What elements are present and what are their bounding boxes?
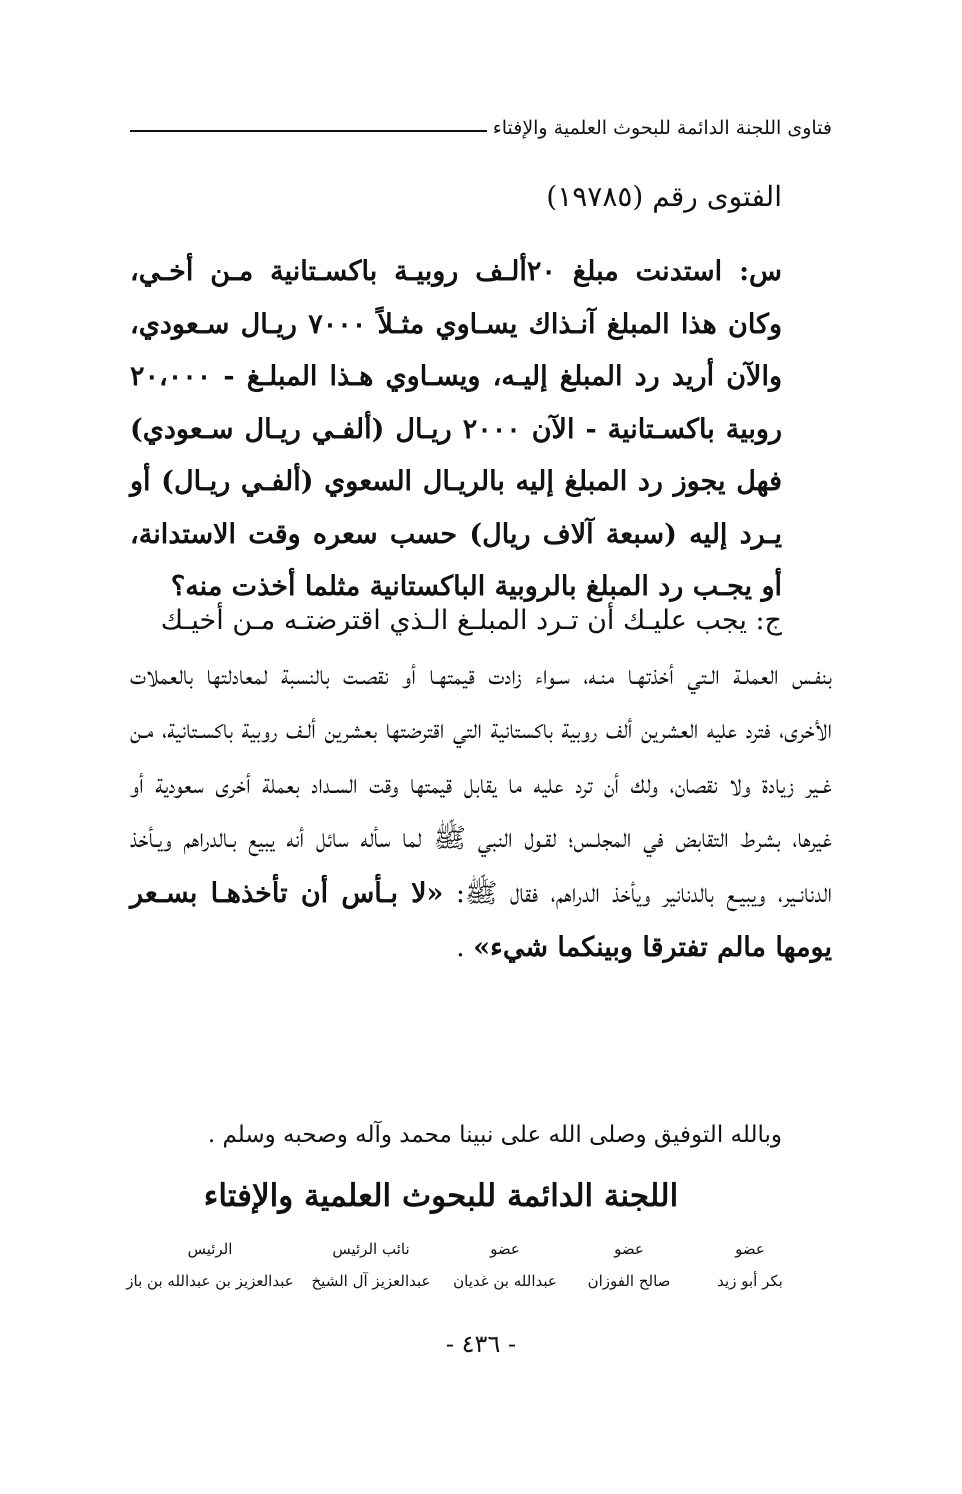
- page-number: - ٤٣٦ -: [445, 1330, 517, 1358]
- header-title: فتاوى اللجنة الدائمة للبحوث العلمية والإفتاء: [492, 117, 832, 139]
- question-paragraph: س: استدنت مبلغ ٢٠ألـف روبيـة باكسـتانية مـن أخـي، وكان هذا المبلغ آنـذاك يسـاوي مثـلاً ٧٠٠٠ ريـال سـعودي، والآن أريد رد المبلغ إليـه، ويسـاوي هـذا المبلـغ - ٢٠،٠٠٠ روبية باكسـتانية - الآن ٢٠٠٠ ريـال (ألفـي ريـال سـعودي) فهل يجوز رد المبلغ إليه بالريـال السعوي (ألفـي ريـال) أو يـرد إليه (سبعة آلاف ريال) حسب سعره وقت الاستدانة، أو يجـب رد المبلغ بالروبية الباكستانية مثلما أخذت منه؟: [130, 256, 783, 602]
- signature-role: الرئيس: [187, 1240, 233, 1258]
- signature-role: عضو: [735, 1240, 765, 1258]
- signature-role: نائب الرئيس: [332, 1240, 410, 1258]
- header-rule: [130, 130, 487, 132]
- closing-line: وبالله التوفيق وصلى الله على نبينا محمد وآله وصحبه وسلم .: [207, 1122, 782, 1148]
- signature-member-1: [708, 1240, 792, 1290]
- signature-name: عبدالعزيز آل الشيخ: [311, 1272, 431, 1290]
- committee-title-text: اللجنة الدائمة للبحوث العلمية والإفتاء: [203, 1178, 679, 1214]
- signature-member-2: [574, 1240, 684, 1290]
- signature-member-3: [446, 1240, 564, 1290]
- signatures-row: [120, 1240, 792, 1310]
- committee-title: [0, 1178, 962, 1214]
- signature-role: عضو: [490, 1240, 520, 1258]
- fatwa-number: الفتوى رقم (١٩٧٨٥): [546, 180, 782, 213]
- answer-paragraph: [130, 594, 832, 976]
- answer-first-line: ج: يجب عليـك أن تـرد المبلـغ الـذي اقترضتـه مـن أخيـك: [160, 605, 782, 636]
- signature-name: بكر أبو زيد: [717, 1272, 783, 1290]
- signature-vice-president: [302, 1240, 440, 1290]
- signature-name: عبدالله بن غديان: [453, 1272, 557, 1290]
- answer-end: .: [456, 932, 474, 963]
- hadith-quote: «لا بـأس أن تأخذهـا بسـعر يومها مالم تفترقا وبينكما شيء»: [130, 877, 832, 963]
- running-header: [130, 108, 832, 148]
- signature-role: عضو: [614, 1240, 644, 1258]
- signature-president: [120, 1240, 300, 1290]
- signature-name: عبدالعزيز بن عبدالله بن باز: [126, 1272, 294, 1290]
- answer-body: بنفـس العملـة الـتي أخذتهـا منـه، سـواء زادت قيمتهـا أو نقصـت بالنسبة لمعادلتها بالعملات الأخرى، فترد عليه العشرين ألف روبية باكستانية التي اقترضتها بعشرين ألـف روبية باكسـتانية، مـن غـير زيادة ولا نقصان، ولك أن ترد عليه ما يقابل قيمتها وقت السـداد بعملة أخرى سعودية أو غيرها، بشرط التقابض في المجلـس؛ لقـول النبي ﷺ لما سأله سائل أنه يبيع بـالدراهم ويـأخذ الدنانـير، ويبيـع بالدنانير ويأخذ الدراهم، فقال ﷺ:: [130, 659, 832, 909]
- signature-name: صالح الفوزان: [587, 1272, 671, 1290]
